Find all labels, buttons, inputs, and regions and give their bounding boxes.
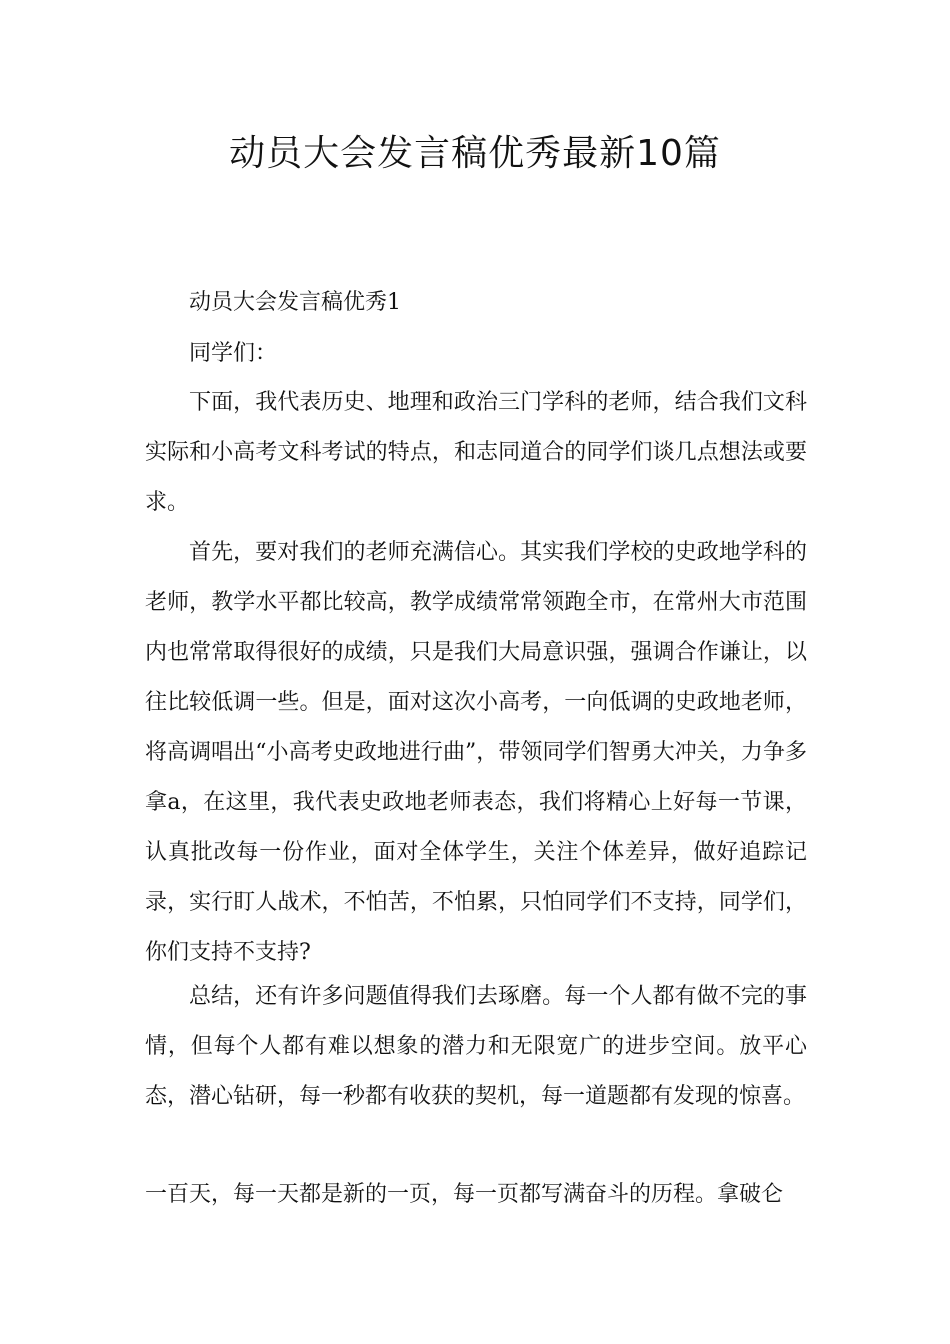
paragraph-4: 一百天，每一天都是新的一页，每一页都写满奋斗的历程。拿破仑 (145, 1182, 784, 1207)
paragraph-1: 下面，我代表历史、地理和政治三门学科的老师，结合我们文科实际和小高考文科考试的特点，和志同道合的同学们谈几点想法或要求。 (145, 390, 807, 515)
section-heading: 动员大会发言稿优秀1 (189, 290, 401, 315)
salutation: 同学们： (189, 341, 278, 366)
document-title: 动员大会发言稿优秀最新10篇 (229, 133, 721, 174)
paragraph-3: 总结，还有许多问题值得我们去琢磨。每一个人都有做不完的事情，但每个人都有难以想象的潜力和无限宽广的进步空间。放平心态，潜心钻研，每一秒都有收获的契机，每一道题都有发现的惊喜。 (145, 984, 807, 1109)
paragraph-2: 首先，要对我们的老师充满信心。其实我们学校的史政地学科的老师，教学水平都比较高，教学成绩常常领跑全市，在常州大市范围内也常常取得很好的成绩，只是我们大局意识强，强调合作谦让，以往比较低调一些。但是，面对这次小高考，一向低调的史政地老师，将高调唱出“小高考史政地进行曲”，带领同学们智勇大冲关，力争多拿a，在这里，我代表史政地老师表态，我们将精心上好每一节课，认真批改每一份作业，面对全体学生，关注个体差异，做好追踪记录，实行盯人战术，不怕苦，不怕累，只怕同学们不支持，同学们，你们支持不支持? (145, 540, 807, 965)
